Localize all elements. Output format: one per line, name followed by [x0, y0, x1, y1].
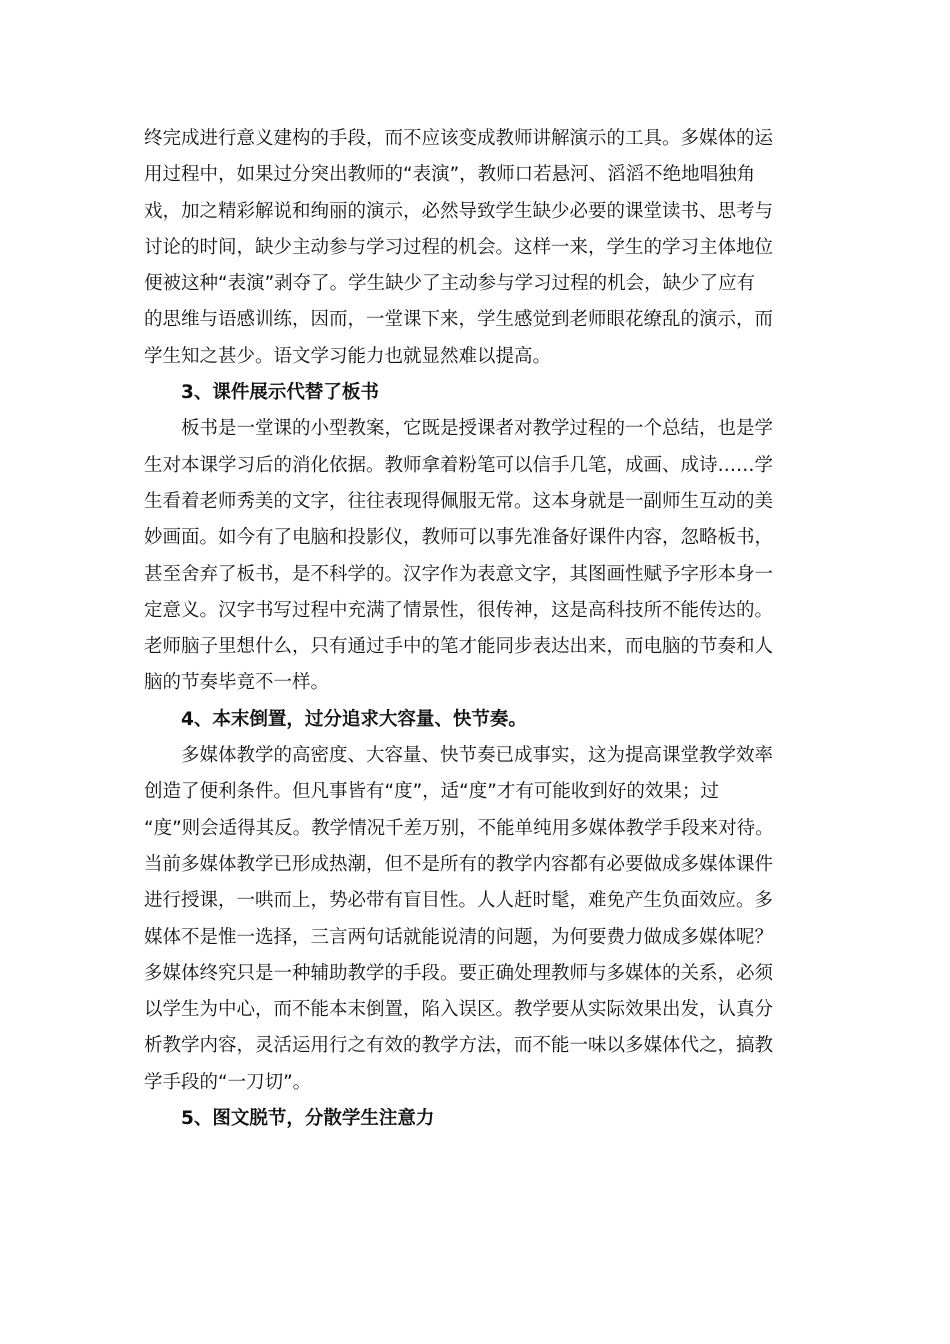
body-line: 妙画面。如今有了电脑和投影仪，教师可以事先准备好课件内容，忽略板书， [144, 527, 774, 549]
body-line: 生看着老师秀美的文字，往往表现得佩服无常。这本身就是一副师生互动的美 [144, 490, 774, 512]
section-heading-4: 4、本末倒置，过分追求大容量、快节奏。 [181, 708, 527, 730]
body-line: 生对本课学习后的消化依据。教师拿着粉笔可以信手几笔，成画、成诗……学 [144, 454, 774, 476]
body-line: 创造了便利条件。但凡事皆有“度”，适“度”才有可能收到好的效果；过 [144, 781, 719, 803]
body-line: 脑的节奏毕竟不一样。 [144, 672, 330, 694]
body-line: 以学生为中心，而不能本末倒置，陷入误区。教学要从实际效果出发，认真分 [144, 999, 774, 1021]
body-line: 老师脑子里想什么，只有通过手中的笔才能同步表达出来，而电脑的节奏和人 [144, 636, 774, 658]
body-line: “度”则会适得其反。教学情况千差万别，不能单纯用多媒体教学手段来对待。 [144, 817, 774, 839]
paragraph-start-line: 板书是一堂课的小型教案，它既是授课者对教学过程的一个总结，也是学 [181, 418, 774, 440]
body-line: 进行授课，一哄而上，势必带有盲目性。人人赶时髦，难免产生负面效应。多 [144, 890, 774, 912]
body-line: 戏，加之精彩解说和绚丽的演示，必然导致学生缺少必要的课堂读书、思考与 [144, 200, 774, 222]
body-line: 多媒体终究只是一种辅助教学的手段。要正确处理教师与多媒体的关系，必须 [144, 962, 774, 984]
body-line: 学手段的“一刀切”。 [144, 1071, 312, 1093]
body-line: 析教学内容，灵活运用行之有效的教学方法，而不能一味以多媒体代之，搞教 [144, 1035, 774, 1057]
body-line: 讨论的时间，缺少主动参与学习过程的机会。这样一来，学生的学习主体地位 [144, 236, 774, 258]
section-heading-5: 5、图文脱节，分散学生注意力 [181, 1108, 435, 1130]
body-line: 终完成进行意义建构的手段，而不应该变成教师讲解演示的工具。多媒体的运 [144, 128, 774, 149]
body-line: 用过程中，如果过分突出教师的“表演”，教师口若悬河、滔滔不绝地唱独角 [144, 164, 756, 186]
body-line: 甚至舍弃了板书，是不科学的。汉字作为表意文字，其图画性赋予字形本身一 [144, 563, 774, 585]
body-line: 定意义。汉字书写过程中充满了情景性，很传神，这是高科技所不能传达的。 [144, 599, 774, 621]
body-line: 当前多媒体教学已形成热潮，但不是所有的教学内容都有必要做成多媒体课件 [144, 853, 774, 875]
paragraph-start-line: 多媒体教学的高密度、大容量、快节奏已成事实，这为提高课堂教学效率 [181, 745, 774, 767]
section-heading-3: 3、课件展示代替了板书 [181, 382, 379, 404]
document-body [144, 121, 816, 1137]
body-line: 学生知之甚少。语文学习能力也就显然难以提高。 [144, 345, 552, 367]
body-line: 的思维与语感训练，因而，一堂课下来，学生感觉到老师眼花缭乱的演示，而 [144, 309, 774, 331]
body-line: 媒体不是惟一选择，三言两句话就能说清的问题，为何要费力做成多媒体呢？ [144, 926, 774, 948]
body-line: 便被这种“表演”剥夺了。学生缺少了主动参与学习过程的机会，缺少了应有 [144, 273, 756, 295]
